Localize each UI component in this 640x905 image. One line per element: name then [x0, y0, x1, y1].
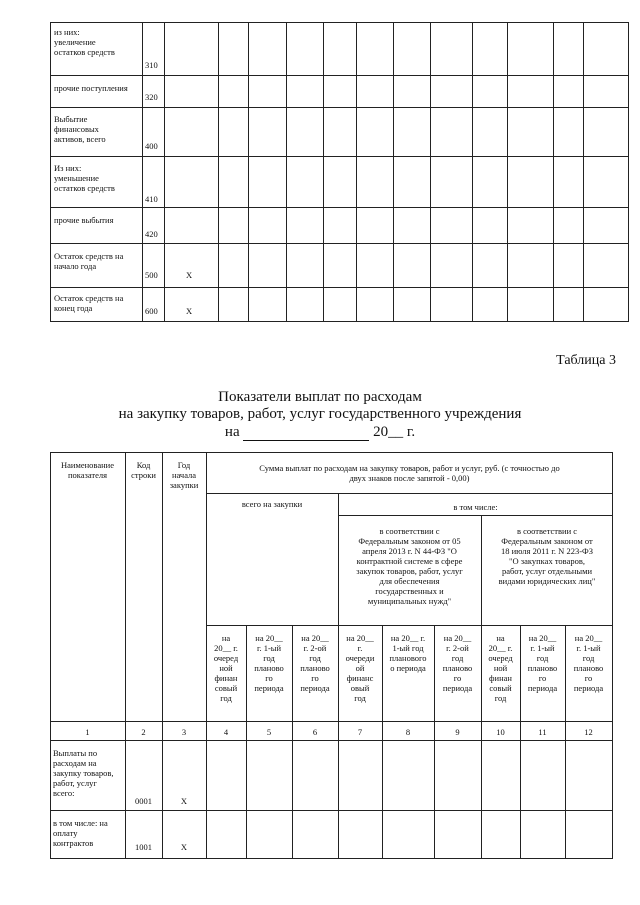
period-header: на 20__ г. 1-ый год планово го периода [254, 633, 284, 693]
row-code: 420 [145, 229, 158, 239]
row-code: 310 [145, 60, 158, 70]
row-year: X [180, 796, 188, 806]
column-number: 7 [357, 727, 363, 737]
header-name: Наименование показателя [61, 460, 114, 480]
period-header: на 20__ г. 1-ый год планового о периода [389, 633, 427, 673]
column-number: 9 [455, 727, 460, 737]
header-total: всего на закупки [241, 499, 303, 509]
row-code: 320 [145, 92, 158, 102]
column-number: 10 [496, 727, 505, 737]
period-header: на 20__ г. 1-ый год планово го периода [573, 633, 604, 693]
title-prefix: на [224, 424, 240, 440]
period-header: на 20__ г. очереди ой финанс овый год [345, 633, 375, 703]
header-code: Код строки [131, 460, 156, 480]
column-number: 2 [141, 727, 146, 737]
period-header: на 20__ г. 1-ый год планово го периода [527, 633, 558, 693]
period-header: на 20__ г. очеред ной финан совый год [488, 633, 513, 703]
row-code: 400 [145, 141, 158, 151]
row-name: Остаток средств на начало года [54, 251, 124, 271]
row-code: 0001 [135, 796, 152, 806]
row-year: X [186, 306, 193, 316]
title-suffix: 20__ г. [373, 424, 416, 440]
row-code: 1001 [135, 842, 152, 852]
page-title-line2: на закупку товаров, работ, услуг государственного учреждения [118, 406, 522, 422]
table-label: Таблица 3 [556, 353, 616, 368]
period-header: на 20__ г. 2-ой год планово го периода [300, 633, 330, 693]
row-year: X [186, 270, 193, 280]
header-fz44: в соответствии с Федеральным законом от 05 апреля 2013 г. N 44-ФЗ "О контрактной системе в сфере закупок товаров, работ, услуг для обеспечения государственных и муниципальных нужд" [356, 526, 463, 606]
page-title-line1: Показатели выплат по расходам [218, 389, 422, 405]
row-name: Остаток средств на конец года [54, 293, 124, 313]
row-name: прочие выбытия [54, 215, 114, 225]
header-fz223: в соответствии с Федеральным законом от 18 июля 2011 г. N 223-ФЗ "О закупках товаров, работ, услуг отдельными видами юридических лиц" [498, 526, 596, 586]
period-header: на 20__ г. 2-ой год планово го периода [442, 633, 473, 693]
row-name: прочие поступления [54, 83, 128, 93]
row-name: в том числе: на оплату контрактов [53, 818, 108, 848]
row-code: 410 [145, 194, 158, 204]
row-name: Выбытие финансовых активов, всего [54, 114, 106, 144]
column-number: 8 [405, 727, 411, 737]
period-header: на 20__ г. очеред ной финан совый год [213, 633, 239, 703]
header-incl: в том числе: [453, 502, 498, 512]
header-year: Год начала закупки [169, 460, 199, 490]
row-name: Из них: уменьшение остатков средств [54, 163, 115, 193]
column-number: 11 [538, 727, 547, 737]
column-number: 1 [85, 727, 90, 737]
column-number: 6 [312, 727, 318, 737]
column-number: 12 [584, 727, 593, 737]
row-year: X [180, 842, 188, 852]
column-number: 3 [181, 727, 187, 737]
column-number: 4 [223, 727, 229, 737]
header-sum: Сумма выплат по расходам на закупку товаров, работ и услуг, руб. (с точностью до двух знаков после запятой - 0,00) [259, 463, 560, 483]
row-code: 500 [145, 270, 158, 280]
column-number: 5 [266, 727, 272, 737]
row-name: из них: увеличение остатков средств [54, 27, 115, 57]
row-code: 600 [145, 306, 158, 316]
row-name: Выплаты по расходам на закупку товаров, работ, услуг всего: [53, 748, 114, 798]
